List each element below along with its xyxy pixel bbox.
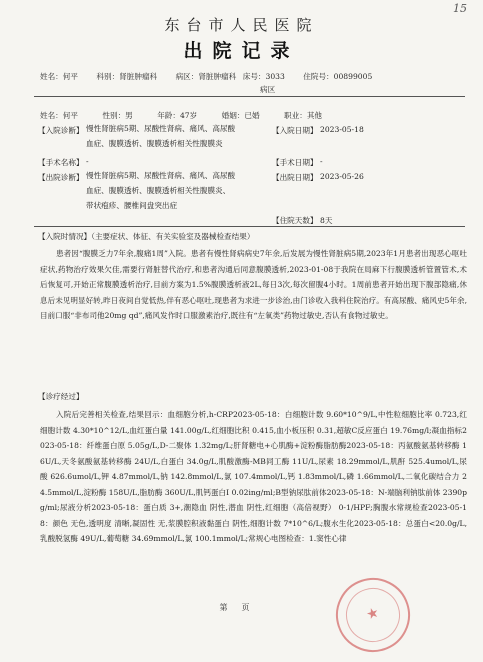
surgery-name-label: 【手术名称】	[38, 158, 84, 167]
patient-marital: 婚姻：已婚	[221, 111, 260, 120]
admission-situation-heading: 【入院时情况】（主要症状、体征、有关实验室及器械检查结果）	[38, 232, 255, 241]
document-title: 出院记录	[183, 40, 300, 62]
page-mark: 15	[453, 2, 467, 15]
surgery-date-label: 【手术日期】	[272, 158, 318, 167]
header-divider	[34, 96, 465, 97]
patient-sex: 性别：男	[102, 111, 133, 120]
treatment-course-heading: 【诊疗经过】	[38, 392, 84, 401]
hospital-seal-stamp: ★	[326, 568, 419, 661]
header-admission-no: 住院号：00899005	[303, 72, 373, 81]
stay-days-label: 【住院天数】	[272, 216, 318, 225]
admission-diagnosis-text: 慢性肾脏病5期、尿酸性肾病、痛风、高尿酸血症、腹膜透析、腹膜透析相关性腹膜炎	[86, 124, 236, 148]
header-bed: 床号：3033	[242, 72, 285, 81]
stay-days: 8天	[320, 216, 333, 225]
page-footer: 第页	[219, 603, 264, 612]
discharge-date: 2023-05-26	[320, 172, 364, 181]
discharge-date-label: 【出院日期】	[272, 173, 318, 182]
admission-date-label: 【入院日期】	[272, 126, 318, 135]
patient-info	[40, 110, 344, 121]
admission-situation-body: 患者因“腹膜乏力7年余,腹痛1周”入院。患者有慢性肾病病史7年余,后发展为慢性肾脏病5期,2023年1月患者出现恶心呕吐症状,药物治疗效果欠佳,需要行肾脏替代治疗,和患者沟通后同意腹膜透析,2023-01-08于我院在局麻下行腹膜透析管置管术,术后恢复可,开始正常腹膜透析治疗,目前方案为1.5%腹膜透析液2L,每日3次,每次留腹4小时。1周前患者开始出现下腹部隐痛,休息后未见明显好转,昨日夜间自觉低热,伴有恶心呕吐,现患者为求进一步诊治,由门诊收入我科住院治疗。有高尿酸、痛风史5年余,目前口服“非布司他20mg qd”,痛风发作时口服激素治疗,既往有“左氧类”药物过敏史,否认有食物过敏史。	[40, 249, 467, 320]
admission-diagnosis-label: 【入院诊断】	[38, 126, 84, 135]
record-header	[40, 71, 388, 82]
section-divider	[34, 226, 465, 227]
patient-name: 姓名：何平	[40, 111, 78, 120]
header-name: 姓名：何平	[40, 72, 78, 81]
header-department: 科别：肾脏肿瘤科	[96, 72, 158, 81]
discharge-diagnosis-text: 慢性肾脏病5期、尿酸性肾病、痛风、高尿酸血症、腹膜透析、腹膜透析相关性腹膜炎、带状疱疹、腰椎间盘突出症	[86, 171, 236, 210]
discharge-diagnosis-label: 【出院诊断】	[38, 173, 84, 182]
surgery-name: -	[86, 157, 89, 166]
patient-occupation: 职业：其他	[284, 111, 323, 120]
surgery-date: -	[320, 157, 323, 166]
treatment-course-body: 入院后完善相关检查,结果回示：血细胞分析,h-CRP2023-05-18：白细胞计数 9.60*10^9/L,中性粒细胞比率 0.723,红细胞计数 4.30*10^12/L,血红蛋白量 141.00g/L,红细胞比积 0.415,血小板压积 0.31,超敏C反应蛋白 19.76mg/l;凝血指标2023-05-18：纤维蛋白原 5.05g/L,D-二聚体 1.32mg/L;肝肾糖电+心肌酶+淀粉酶脂肪酶2023-05-18：丙氨酸氨基转移酶 16U/L,天冬氨酸氨基转移酶 24U/L,白蛋白 34.0g/L,肌酸激酶-MB同工酶 11U/L,尿素 18.29mmol/L,肌酐 525.4umol/L,尿酸 626.6umol/L,钾 4.87mmol/L,钠 142.8mmol/L,氯 107.4mmol/L,钙 1.83mmol/L,磷 1.66mmol/L,二氧化碳结合力 24.5mmol/L,淀粉酶 158U/L,脂肪酶 360U/L,肌钙蛋白I 0.02ing/ml;B型钠尿肽前体2023-05-18：N-端脑利钠肽前体 2390pg/ml;尿液分析2023-05-18：蛋白质 3+,潮隐血 阴性,潜血 阴性,红细胞（高倍视野） 0-1/HPF;胸腹水常规检查2023-05-18：颜色 无色,透明度 清晰,凝固性 无,浆膜腔积液黏蛋白 阴性,细胞计数 7*10^6/L;腹水生化2023-05-18：总蛋白<20.0g/L,乳酸脱氢酶 49U/L,葡萄糖 34.69mmol/L,氯 100.1mmol/L;常规心电图检查：1.窦性心律	[40, 410, 467, 543]
patient-age: 年龄：47岁	[157, 111, 198, 120]
admission-date: 2023-05-18	[320, 125, 364, 134]
header-ward-line2: 病区	[260, 85, 276, 94]
header-ward: 病区：肾脏肿瘤科	[175, 72, 237, 81]
hospital-name: 东台市人民医院	[164, 16, 319, 34]
